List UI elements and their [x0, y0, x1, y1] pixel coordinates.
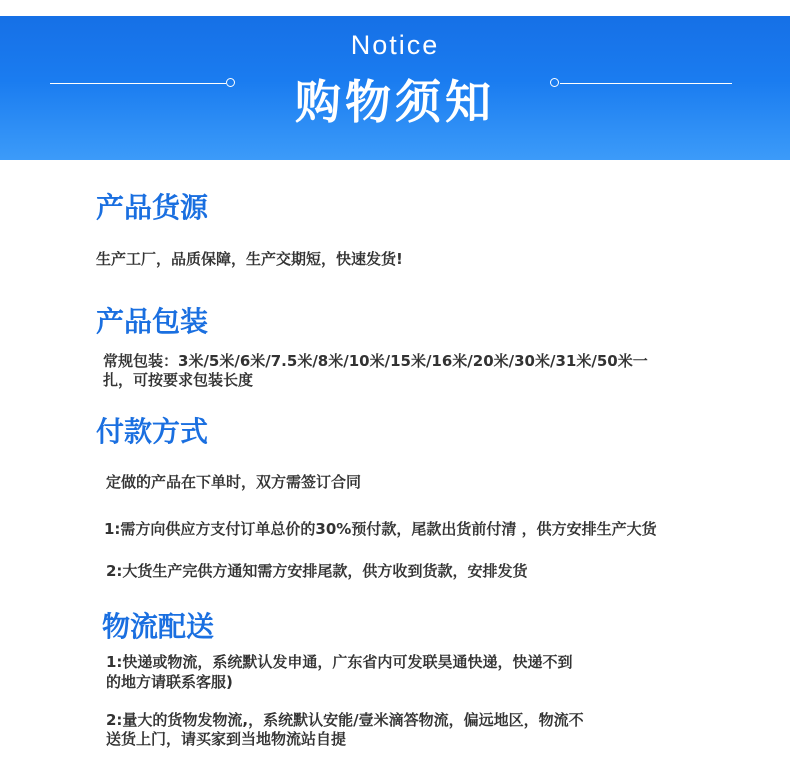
logistics-text-1-line-2: 的地方请联系客服) [106, 673, 233, 691]
section-heading-payment: 付款方式 [96, 415, 209, 448]
source-text: 生产工厂，品质保障，生产交期短，快速发货! [96, 250, 403, 268]
payment-text-step-2: 2:大货生产完供方通知需方安排尾款，供方收到货款，安排发货 [106, 562, 528, 580]
logistics-text-2-line-2: 送货上门，请买家到当地物流站自提 [106, 730, 347, 748]
packaging-text-line-1: 常规包装：3米/5米/6米/7.5米/8米/10米/15米/16米/20米/30米/31米/50米一 [103, 352, 648, 370]
notice-banner [0, 16, 790, 160]
banner-subtitle: Notice [350, 30, 440, 60]
logistics-text-2-line-1: 2:量大的货物发物流,，系统默认安能/壹米滴答物流，偏远地区，物流不 [106, 711, 584, 729]
top-strip [0, 0, 790, 16]
packaging-text-line-2: 扎，可按要求包装长度 [103, 371, 254, 389]
right-divider-line [560, 83, 732, 84]
payment-text-step-1: 1:需方向供应方支付订单总价的30%预付款，尾款出货前付清 ，供方安排生产大货 [104, 520, 657, 538]
section-heading-source: 产品货源 [96, 191, 209, 224]
banner-title: 购物须知 [295, 75, 495, 129]
section-heading-logistics: 物流配送 [102, 610, 215, 643]
left-divider-line [50, 83, 226, 84]
section-heading-packaging: 产品包装 [96, 305, 209, 338]
payment-text-intro: 定做的产品在下单时，双方需签订合同 [106, 473, 362, 491]
left-divider-circle-icon [226, 78, 235, 87]
right-divider-circle-icon [550, 78, 559, 87]
logistics-text-1-line-1: 1:快递或物流，系统默认发申通，广东省内可发联昊通快递，快递不到 [106, 653, 573, 671]
